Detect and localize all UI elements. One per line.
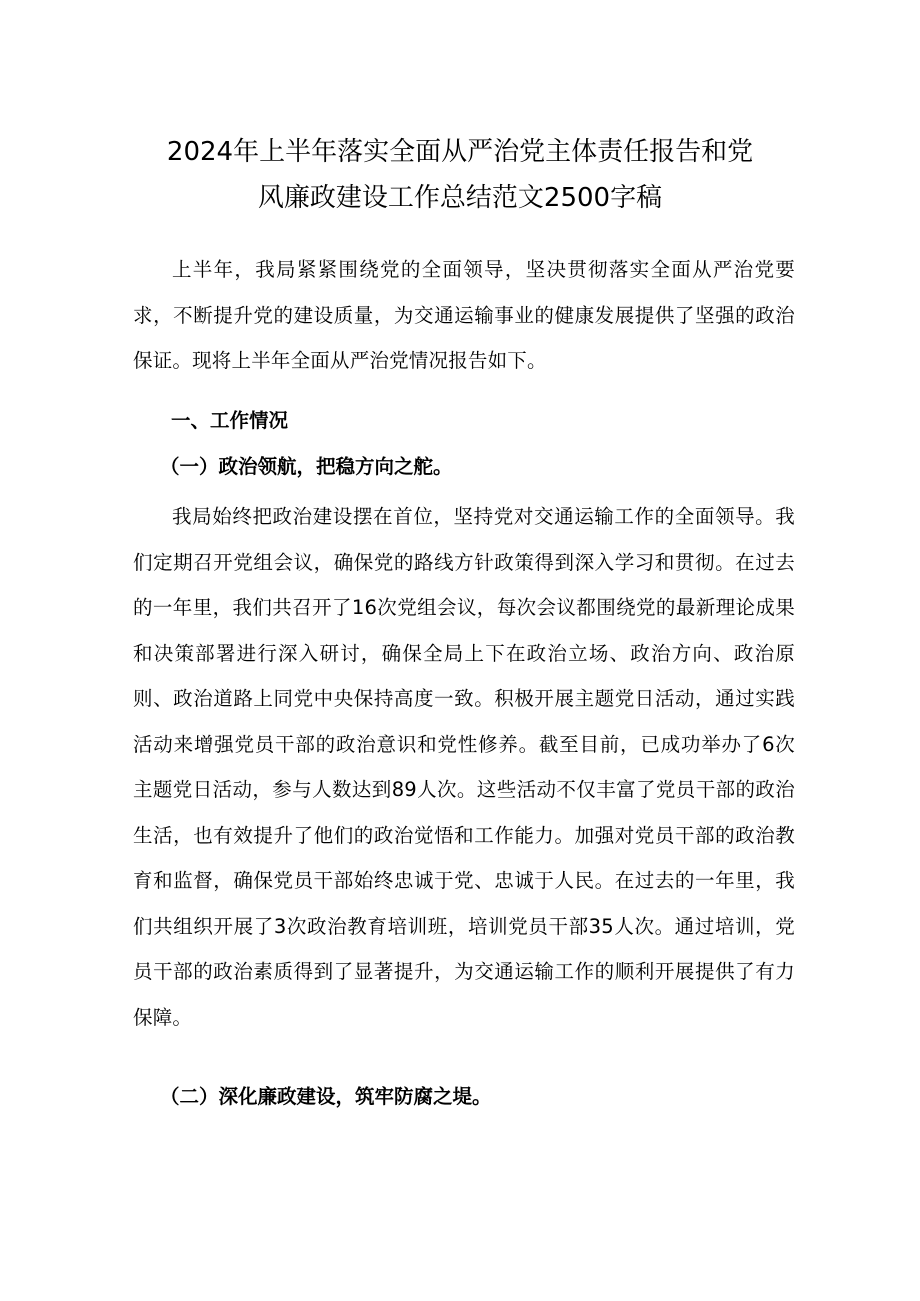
subsection-heading-integrity-building: （二）深化廉政建设，筑牢防腐之堤。 — [160, 1085, 492, 1108]
intro-paragraph: 上半年，我局紧紧围绕党的全面领导，坚决贯彻落实全面从严治党要求，不断提升党的建设质量，为交通运输事业的健康发展提供了坚强的政治保证。现将上半年全面从严治党情况报告如下。 — [133, 258, 795, 372]
subsection-heading-political-leadership: （一）政治领航，把稳方向之舵。 — [160, 455, 453, 478]
title-line-2: 风廉政建设工作总结范文2500字稿 — [257, 183, 663, 214]
title-line-1: 2024年上半年落实全面从严治党主体责任报告和党 — [166, 137, 754, 168]
political-leadership-block — [133, 494, 795, 1040]
political-leadership-paragraph: 我局始终把政治建设摆在首位，坚持党对交通运输工作的全面领导。我们定期召开党组会议，确保党的路线方针政策得到深入学习和贯彻。在过去的一年里，我们共召开了16次党组会议，每次会议都围绕党的最新理论成果和决策部署进行深入研讨，确保全局上下在政治立场、政治方向、政治原则、政治道路上同党中央保持高度一致。积极开展主题党日活动，通过实践活动来增强党员干部的政治意识和党性修养。截至目前，已成功举办了6次主题党日活动，参与人数达到89人次。这些活动不仅丰富了党员干部的政治生活，也有效提升了他们的政治觉悟和工作能力。加强对党员干部的政治教育和监督，确保党员干部始终忠诚于党、忠诚于人民。在过去的一年里，我们共组织开展了3次政治教育培训班，培训党员干部35人次。通过培训，党员干部的政治素质得到了显著提升，为交通运输工作的顺利开展提供了有力保障。 — [133, 505, 795, 1029]
section-heading-work-status: 一、工作情况 — [171, 409, 289, 432]
intro-block — [133, 247, 795, 384]
document-title — [100, 129, 820, 221]
